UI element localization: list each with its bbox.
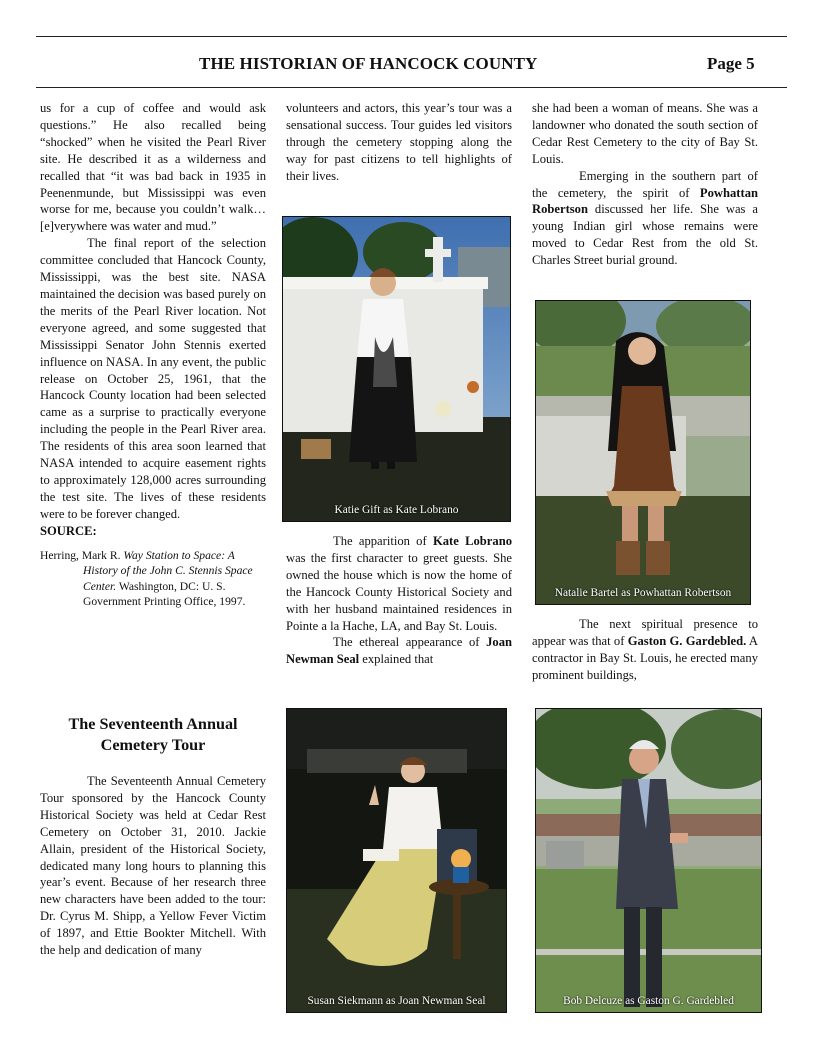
ref-publisher: Washington, DC: U. S. Government Printing Office, 1997. bbox=[83, 579, 246, 609]
photo-powhattan-robertson bbox=[535, 300, 751, 605]
column-1-top bbox=[40, 100, 266, 610]
character-name: Joan Newman Seal bbox=[286, 635, 512, 667]
page-number: Page 5 bbox=[707, 54, 755, 73]
column-2-middle bbox=[286, 533, 512, 668]
header-bottom-rule bbox=[36, 87, 787, 88]
character-name: Powhattan Robertson bbox=[532, 185, 758, 217]
source-label: SOURCE: bbox=[40, 523, 97, 538]
photo-gaston-gardebled bbox=[535, 708, 762, 1013]
photo-joan-newman-seal bbox=[286, 708, 507, 1013]
paragraph: she had been a woman of means. She was a landowner who donated the south section of Cedar Rest Cemetery to the city of Bay St. Louis. bbox=[532, 101, 758, 166]
photo-caption: Susan Siekmann as Joan Newman Seal bbox=[307, 995, 486, 1007]
character-name: Kate Lobrano bbox=[432, 534, 512, 548]
paragraph: The final report of the selection committee concluded that Hancock County, Mississippi, was the best site. NASA maintained the decision was based purely on the merits of the Pearl River location. Not everyone agreed, and some suggested that Mississippi Senator John Stennis exerted influence on NASA. In any event, the public release on October 25, 1961, that the Hancock County location had been selected came as a surprise to practically everyone including the people in the Pearl River area. The residents of this area soon learned that NASA intended to acquire easement rights to approximately 128,000 acres surrounding the test site. The lives of these residents were to be forever changed. bbox=[40, 236, 266, 521]
photo-kate-lobrano bbox=[282, 216, 511, 522]
ref-author: Herring, Mark R. bbox=[40, 548, 121, 562]
photo-caption: Katie Gift as Kate Lobrano bbox=[334, 504, 459, 516]
column-3-top bbox=[532, 100, 758, 269]
column-2-top bbox=[286, 100, 512, 185]
photo-caption: Bob Delcuze as Gaston G. Gardebled bbox=[563, 995, 734, 1007]
paragraph: The next spiritual presence to appear was that of Gaston G. Gardebled. A contractor in Bay St. Louis, he erected many prominent buildings, bbox=[532, 617, 758, 682]
paragraph: The Seventeenth Annual Cemetery Tour sponsored by the Hancock County Historical Society was held at Cedar Rest Cemetery on October 31, 2010. Jackie Allain, president of the Historical Society, dedicated many long hours to planning this year’s event. Because of her research three new characters have been added to the tour: Dr. Cyrus M. Shipp, a Yellow Fever Victim of 1897, and Ettie Bookter Mitchell. With the help and dedication of many bbox=[40, 774, 266, 958]
character-name: Gaston G. Gardebled. bbox=[627, 633, 747, 648]
paragraph: The ethereal appearance of Joan Newman Seal explained that bbox=[286, 635, 512, 667]
photo-caption: Natalie Bartel as Powhattan Robertson bbox=[554, 587, 732, 599]
bibliography-entry bbox=[40, 548, 266, 610]
paragraph: volunteers and actors, this year’s tour was a sensational success. Tour guides led visitors through the cemetery stopping along the way for past citizens to tell highlights of their lives. bbox=[286, 101, 512, 183]
paragraph: Emerging in the southern part of the cemetery, the spirit of Powhattan Robertson discussed her life. She was a young Indian girl whose remains were moved to Cedar Rest from the old St. Charles Street burial ground. bbox=[532, 168, 758, 268]
article-headline: The Seventeenth Annual Cemetery Tour bbox=[68, 715, 238, 754]
column-1-bottom bbox=[40, 773, 266, 959]
column-3-middle bbox=[532, 616, 758, 684]
header-top-rule bbox=[36, 36, 787, 37]
ref-title: Way Station to Space: A History of the John C. Stennis Space Center. bbox=[83, 548, 253, 593]
newsletter-title: THE HISTORIAN OF HANCOCK COUNTY bbox=[199, 54, 538, 73]
paragraph: The apparition of Kate Lobrano was the first character to greet guests. She owned the house which is now the home of the Hancock County Historical Society and with her husband maintained residences in Pointe a la Hache, LA, and Bay St. Louis. bbox=[286, 534, 512, 633]
paragraph: us for a cup of coffee and would ask questions.” He also recalled being “shocked” when he visited the Pearl River site. He described it as a wilderness and recalled that “it was bad back in 1935 in Peenenmunde, but Mississippi was even worse for me, because you couldn’t walk…[e]verywhere was water and mud.” bbox=[40, 101, 266, 234]
